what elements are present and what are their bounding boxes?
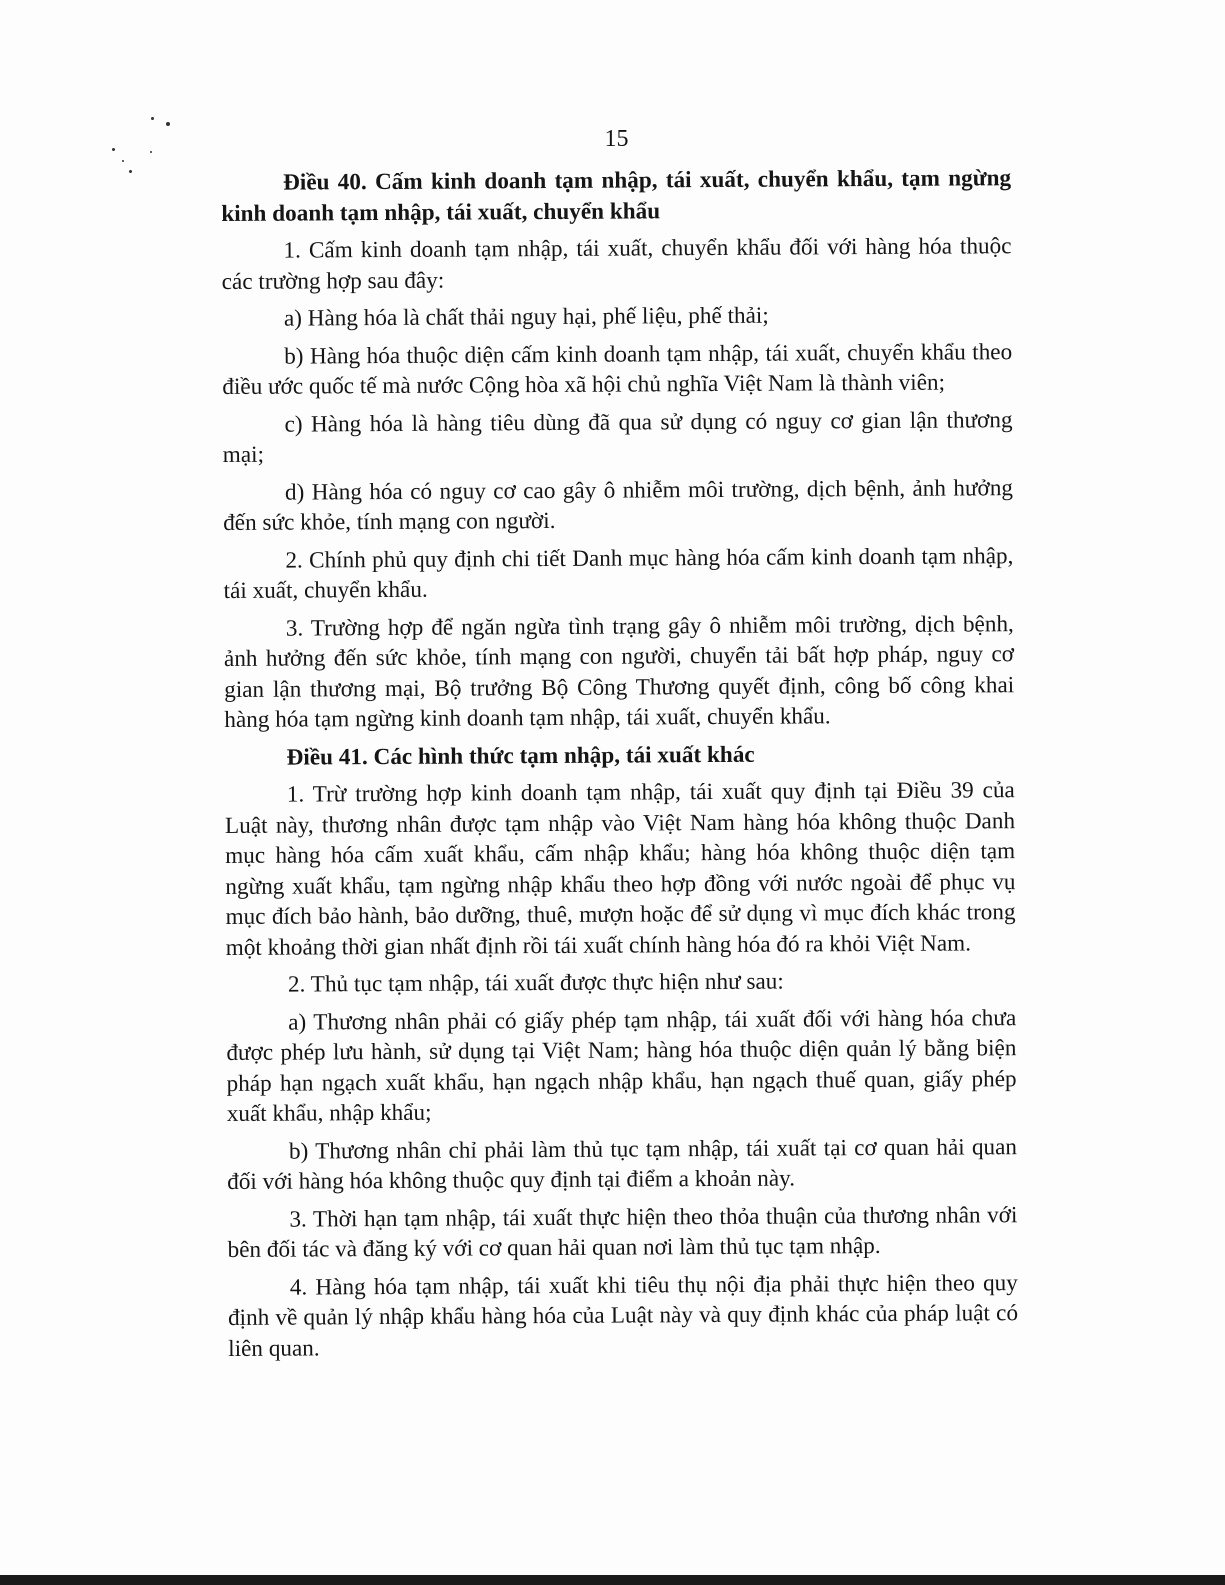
scan-speck bbox=[151, 117, 154, 120]
article-41-heading: Điều 41. Các hình thức tạm nhập, tái xuất khác bbox=[286, 741, 755, 771]
scan-speck bbox=[129, 170, 132, 173]
scan-speck bbox=[122, 160, 124, 162]
scan-bottom-edge bbox=[0, 1575, 1225, 1585]
article-41-paragraph: a) Thương nhân phải có giấy phép tạm nhập, tái xuất đối với hàng hóa chưa được phép lưu hành, sử dụng tại Việt Nam; hàng hóa thuộc diện quản lý bằng biện pháp hạn ngạch xuất khẩu, hạn ngạch nhập khẩu, hạn ngạch thuế quan, giấy phép xuất khẩu, nhập khẩu; bbox=[226, 1004, 1017, 1127]
article-41-paragraph: 4. Hàng hóa tạm nhập, tái xuất khi tiêu thụ nội địa phải thực hiện theo quy định về quản lý nhập khẩu hàng hóa của Luật này và quy định khác của pháp luật có liên quan. bbox=[227, 1269, 1019, 1362]
article-41-paragraph: b) Thương nhân chỉ phải làm thủ tục tạm nhập, tái xuất tại cơ quan hải quan đối với hàng hóa không thuộc quy định tại điểm a khoản này. bbox=[227, 1133, 1018, 1195]
article-41-paragraph: 3. Thời hạn tạm nhập, tái xuất thực hiện theo thỏa thuận của thương nhân với bên đối tác và đăng ký với cơ quan hải quan nơi làm thủ tục tạm nhập. bbox=[227, 1201, 1018, 1263]
article-40-paragraph: 2. Chính phủ quy định chi tiết Danh mục hàng hóa cấm kinh doanh tạm nhập, tái xuất, chuyển khẩu. bbox=[223, 542, 1014, 604]
document-body bbox=[221, 163, 1018, 1371]
article-40-paragraph: a) Hàng hóa là chất thải nguy hại, phế liệu, phế thải; bbox=[283, 302, 769, 332]
article-40-paragraph: c) Hàng hóa là hàng tiêu dùng đã qua sử dụng có nguy cơ gian lận thương mại; bbox=[222, 406, 1013, 468]
article-40-heading: Điều 40. Cấm kinh doanh tạm nhập, tái xuất, chuyển khẩu, tạm ngừng kinh doanh tạm nhập, tái xuất, chuyển khẩu bbox=[221, 165, 1012, 227]
page-number: 15 bbox=[604, 126, 629, 152]
article-41-paragraph: 2. Thủ tục tạm nhập, tái xuất được thực hiện như sau: bbox=[287, 968, 784, 998]
article-40-paragraph: d) Hàng hóa có nguy cơ cao gây ô nhiễm môi trường, dịch bệnh, ảnh hưởng đến sức khỏe, tính mạng con người. bbox=[223, 474, 1014, 536]
article-40-paragraph: 3. Trường hợp để ngăn ngừa tình trạng gây ô nhiễm môi trường, dịch bệnh, ảnh hưởng đến sức khỏe, tính mạng con người, chuyển tải bất hợp pháp, nguy cơ gian lận thương mại, Bộ trưởng Bộ Công Thương quyết định, công bố công khai hàng hóa tạm ngừng kinh doanh tạm nhập, tái xuất, chuyển khẩu. bbox=[223, 610, 1015, 733]
article-41-paragraph: 1. Trừ trường hợp kinh doanh tạm nhập, tái xuất quy định tại Điều 39 của Luật này, thương nhân được tạm nhập vào Việt Nam hàng hóa không thuộc Danh mục hàng hóa cấm xuất khẩu, cấm nhập khẩu; hàng hóa không thuộc diện tạm ngừng xuất khẩu, tạm ngừng nhập khẩu theo hợp đồng với nước ngoài để phục vụ mục đích bảo hành, bảo dưỡng, thuê, mượn hoặc để sử dụng vì mục đích khác trong một khoảng thời gian nhất định rồi tái xuất chính hàng hóa đó ra khỏi Việt Nam. bbox=[224, 777, 1016, 961]
article-40-paragraph: 1. Cấm kinh doanh tạm nhập, tái xuất, chuyển khẩu đối với hàng hóa thuộc các trường hợp sau đây: bbox=[221, 233, 1012, 295]
article-40-paragraph: b) Hàng hóa thuộc diện cấm kinh doanh tạm nhập, tái xuất, chuyển khẩu theo điều ước quốc tế mà nước Cộng hòa xã hội chủ nghĩa Việt Nam là thành viên; bbox=[222, 338, 1013, 400]
